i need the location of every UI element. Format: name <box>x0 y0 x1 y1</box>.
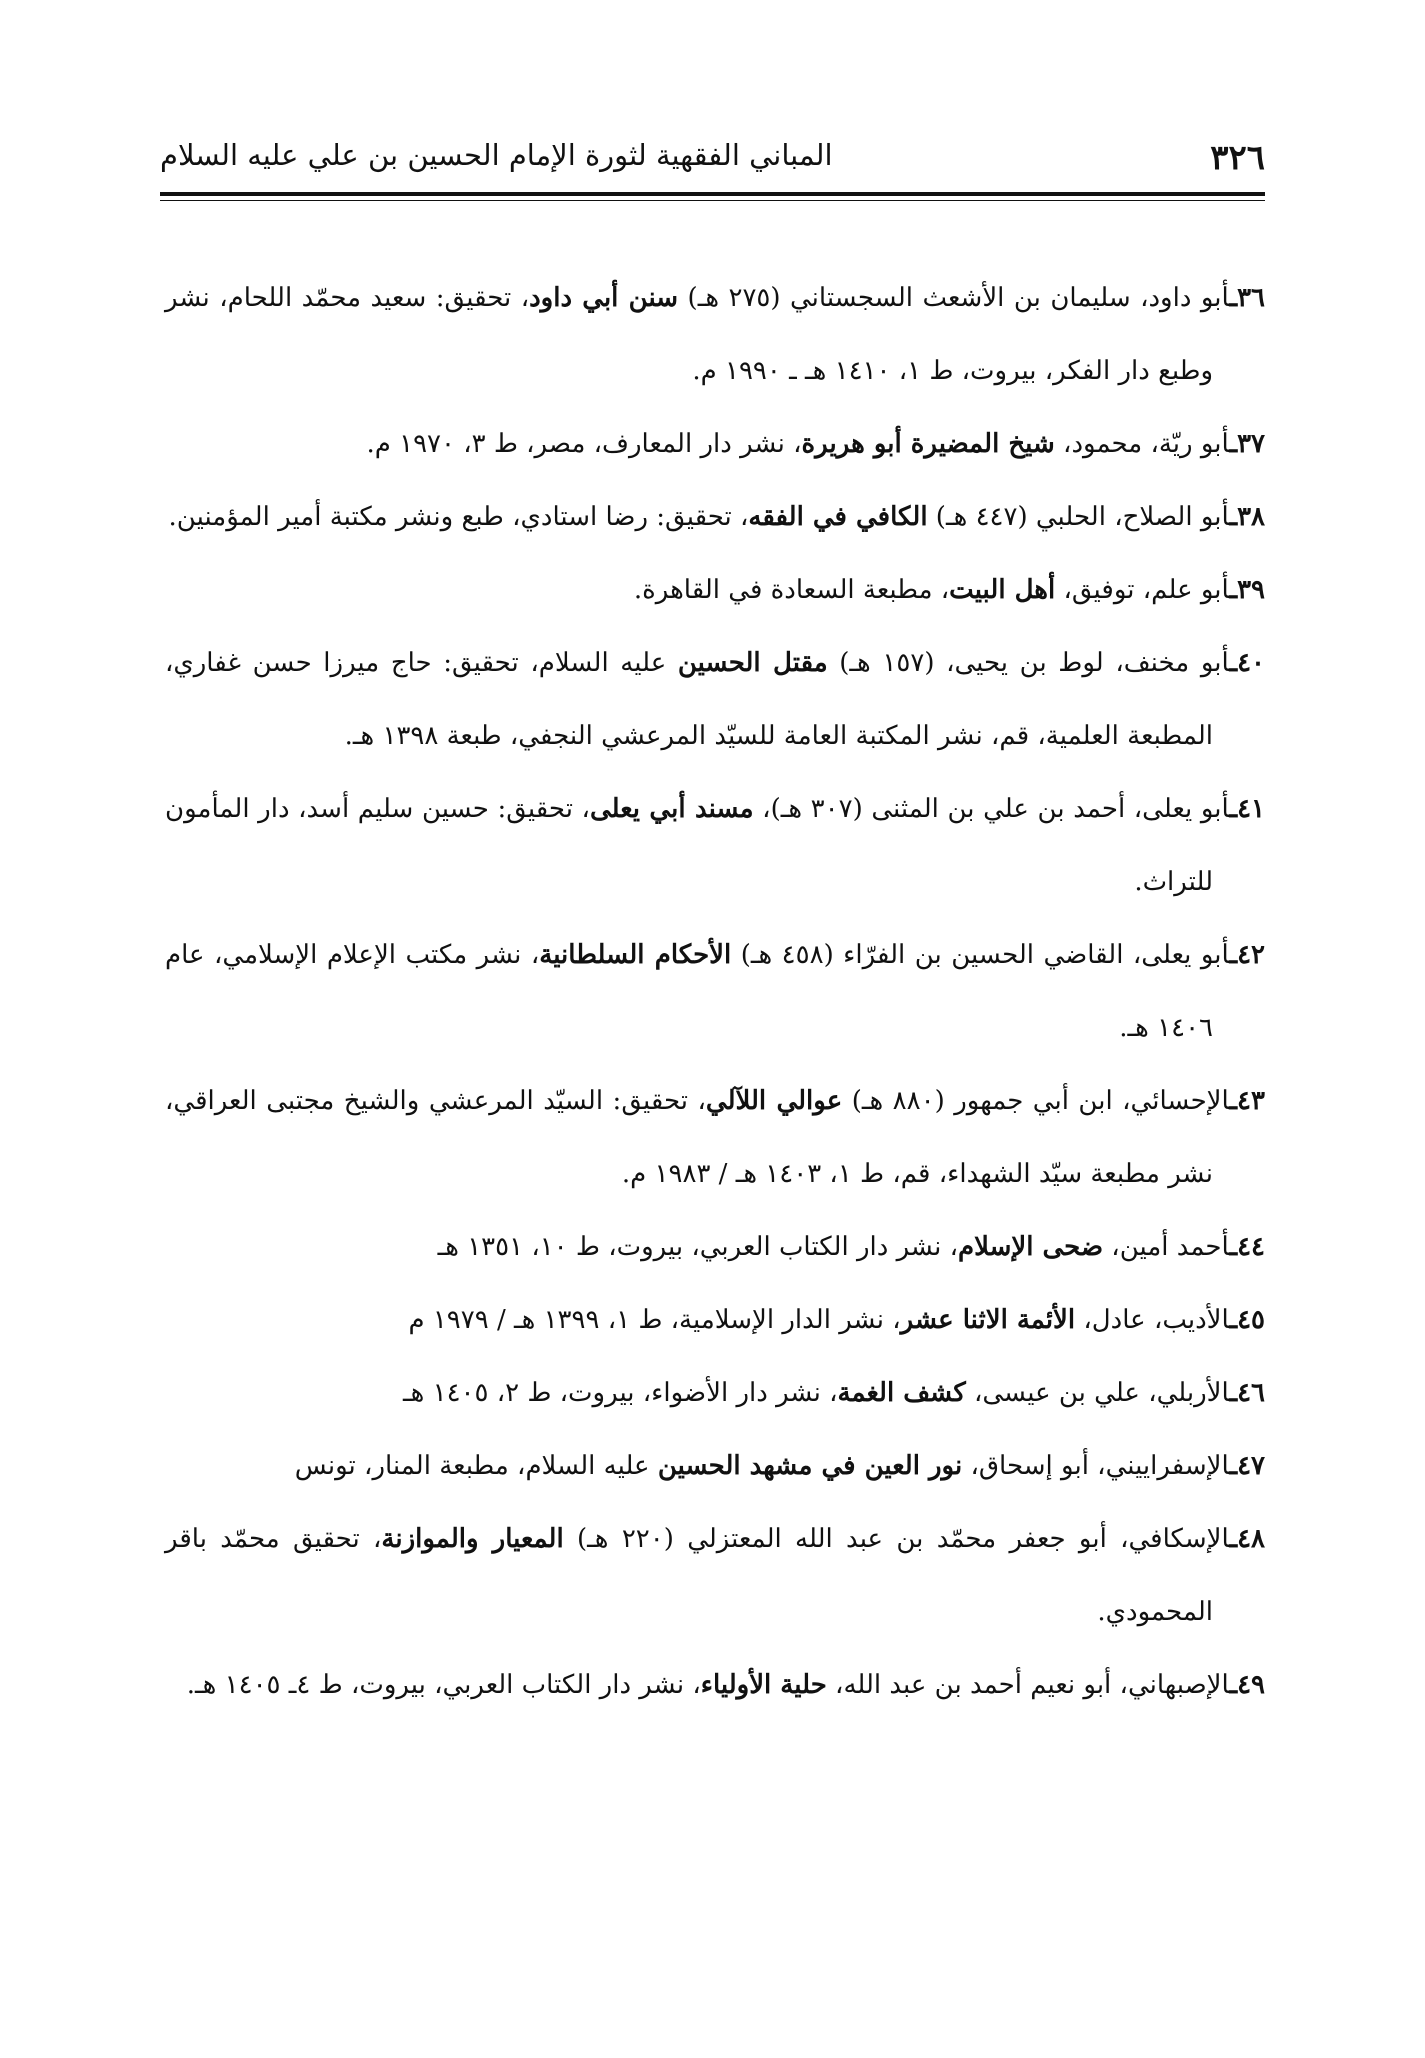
entry-title: حلية الأولياء <box>700 1670 827 1700</box>
entry-details: ، تحقيق محمّد باقر المحمودي. <box>165 1524 1213 1627</box>
entry-title: المعيار والموازنة <box>381 1524 564 1554</box>
bibliography-entry <box>165 1284 1265 1357</box>
bibliography-entry <box>165 919 1265 1065</box>
entry-details: ، نشر دار المعارف، مصر، ط ٣، ١٩٧٠ م. <box>366 429 802 459</box>
bibliography-entry <box>165 1430 1265 1503</box>
entry-title: مسند أبي يعلى <box>589 794 754 824</box>
bibliography-entry <box>165 1649 1265 1722</box>
bibliography-entry <box>165 1065 1265 1211</box>
entry-number: ٤٤ـ <box>1229 1232 1265 1262</box>
entry-details: ، تحقيق: سعيد محمّد اللحام، نشر وطبع دار الفكر، بيروت، ط ١، ١٤١٠ هـ ـ ١٩٩٠ م. <box>165 283 1213 386</box>
bibliography-entry <box>165 481 1265 554</box>
entry-details: ، تحقيق: حسين سليم أسد، دار المأمون للتراث. <box>165 794 1213 897</box>
entry-number: ٣٧ـ <box>1229 429 1265 459</box>
entry-number: ٣٩ـ <box>1229 575 1265 605</box>
entry-details: ، نشر دار الكتاب العربي، بيروت، ط ٤ـ ١٤٠٥ هـ. <box>186 1670 701 1700</box>
page-number: ٣٢٦ <box>1210 138 1265 178</box>
entry-author: الإسكافي، أبو جعفر محمّد بن عبد الله المعتزلي (٢٢٠ هـ) <box>563 1524 1230 1554</box>
entry-author: الإحسائي، ابن أبي جمهور (٨٨٠ هـ) <box>842 1086 1230 1116</box>
bibliography-entry <box>165 1357 1265 1430</box>
bibliography-entry <box>165 554 1265 627</box>
entry-details: ، نشر مكتب الإعلام الإسلامي، عام ١٤٠٦ هـ. <box>165 940 1213 1043</box>
entry-number: ٣٦ـ <box>1229 283 1266 313</box>
entry-number: ٤٦ـ <box>1229 1378 1265 1408</box>
header-rule-thin <box>160 200 1265 201</box>
entry-author: أبو يعلى، أحمد بن علي بن المثنى (٣٠٧ هـ)، <box>753 794 1230 824</box>
bibliography-entry <box>165 773 1265 919</box>
entry-author: أبو ريّة، محمود، <box>1054 429 1230 459</box>
entry-author: الأديب، عادل، <box>1075 1305 1230 1335</box>
entry-details: ، نشر الدار الإسلامية، ط ١، ١٣٩٩ هـ / ١٩٧٩ م <box>408 1305 901 1335</box>
bibliography-entry <box>165 1503 1265 1649</box>
entry-title: شيخ المضيرة أبو هريرة <box>801 429 1055 459</box>
entry-number: ٤٣ـ <box>1229 1086 1265 1116</box>
entry-title: أهل البيت <box>949 575 1056 605</box>
entry-title: كشف الغمة <box>837 1378 966 1408</box>
entry-author: أبو علم، توفيق، <box>1055 575 1230 605</box>
entry-title: مقتل الحسين <box>677 648 828 678</box>
entry-details: ، مطبعة السعادة في القاهرة. <box>633 575 950 605</box>
entry-author: أبو الصلاح، الحلبي (٤٤٧ هـ) <box>927 502 1230 532</box>
entry-author: أبو داود، سليمان بن الأشعث السجستاني (٢٧٥ هـ) <box>678 283 1230 313</box>
entry-title: ضحى الإسلام <box>958 1232 1104 1262</box>
bibliography-entry <box>165 262 1265 408</box>
entry-number: ٣٨ـ <box>1229 502 1265 532</box>
entry-author: الأربلي، علي بن عيسى، <box>965 1378 1230 1408</box>
bibliography-list <box>165 262 1265 1722</box>
running-title: المباني الفقهية لثورة الإمام الحسين بن علي عليه السلام <box>160 138 833 172</box>
bibliography-entry <box>165 408 1265 481</box>
entry-author: أبو مخنف، لوط بن يحيى، (١٥٧ هـ) <box>827 648 1230 678</box>
entry-author: أبو يعلى، القاضي الحسين بن الفرّاء (٤٥٨ هـ) <box>731 940 1230 970</box>
entry-details: عليه السلام، تحقيق: حاج ميرزا حسن غفاري، المطبعة العلمية، قم، نشر المكتبة العامة للسيّد المرعشي النجفي، طبعة ١٣٩٨ هـ. <box>165 648 1213 751</box>
entry-title: نور العين في مشهد الحسين <box>657 1451 963 1481</box>
entry-details: ، نشر دار الكتاب العربي، بيروت، ط ١٠، ١٣٥١ هـ <box>437 1232 959 1262</box>
entry-author: أحمد أمين، <box>1103 1232 1230 1262</box>
entry-title: الأحكام السلطانية <box>539 940 732 970</box>
entry-number: ٤٩ـ <box>1229 1670 1265 1700</box>
entry-number: ٤٠ـ <box>1229 648 1265 678</box>
header-rule-thick <box>160 192 1265 196</box>
entry-author: الإصبهاني، أبو نعيم أحمد بن عبد الله، <box>826 1670 1230 1700</box>
entry-title: سنن أبي داود <box>529 283 679 313</box>
entry-number: ٤١ـ <box>1229 794 1265 824</box>
entry-title: الأئمة الاثنا عشر <box>900 1305 1076 1335</box>
entry-number: ٤٥ـ <box>1229 1305 1265 1335</box>
entry-details: ، تحقيق: السيّد المرعشي والشيخ مجتبى العراقي، نشر مطبعة سيّد الشهداء، قم، ط ١، ١٤٠٣ هـ / ١٩٨٣ م. <box>165 1086 1213 1189</box>
entry-number: ٤٧ـ <box>1229 1451 1265 1481</box>
entry-title: عوالي اللآلي <box>705 1086 843 1116</box>
bibliography-entry <box>165 1211 1265 1284</box>
page-header <box>160 138 1265 180</box>
entry-details: ، نشر دار الأضواء، بيروت، ط ٢، ١٤٠٥ هـ <box>403 1378 838 1408</box>
entry-details: ، تحقيق: رضا استادي، طبع ونشر مكتبة أمير المؤمنين. <box>168 502 749 532</box>
entry-details: عليه السلام، مطبعة المنار، تونس <box>294 1451 658 1481</box>
entry-number: ٤٢ـ <box>1229 940 1265 970</box>
bibliography-entry <box>165 627 1265 773</box>
entry-title: الكافي في الفقه <box>748 502 928 532</box>
entry-number: ٤٨ـ <box>1229 1524 1265 1554</box>
entry-author: الإسفراييني، أبو إسحاق، <box>962 1451 1230 1481</box>
